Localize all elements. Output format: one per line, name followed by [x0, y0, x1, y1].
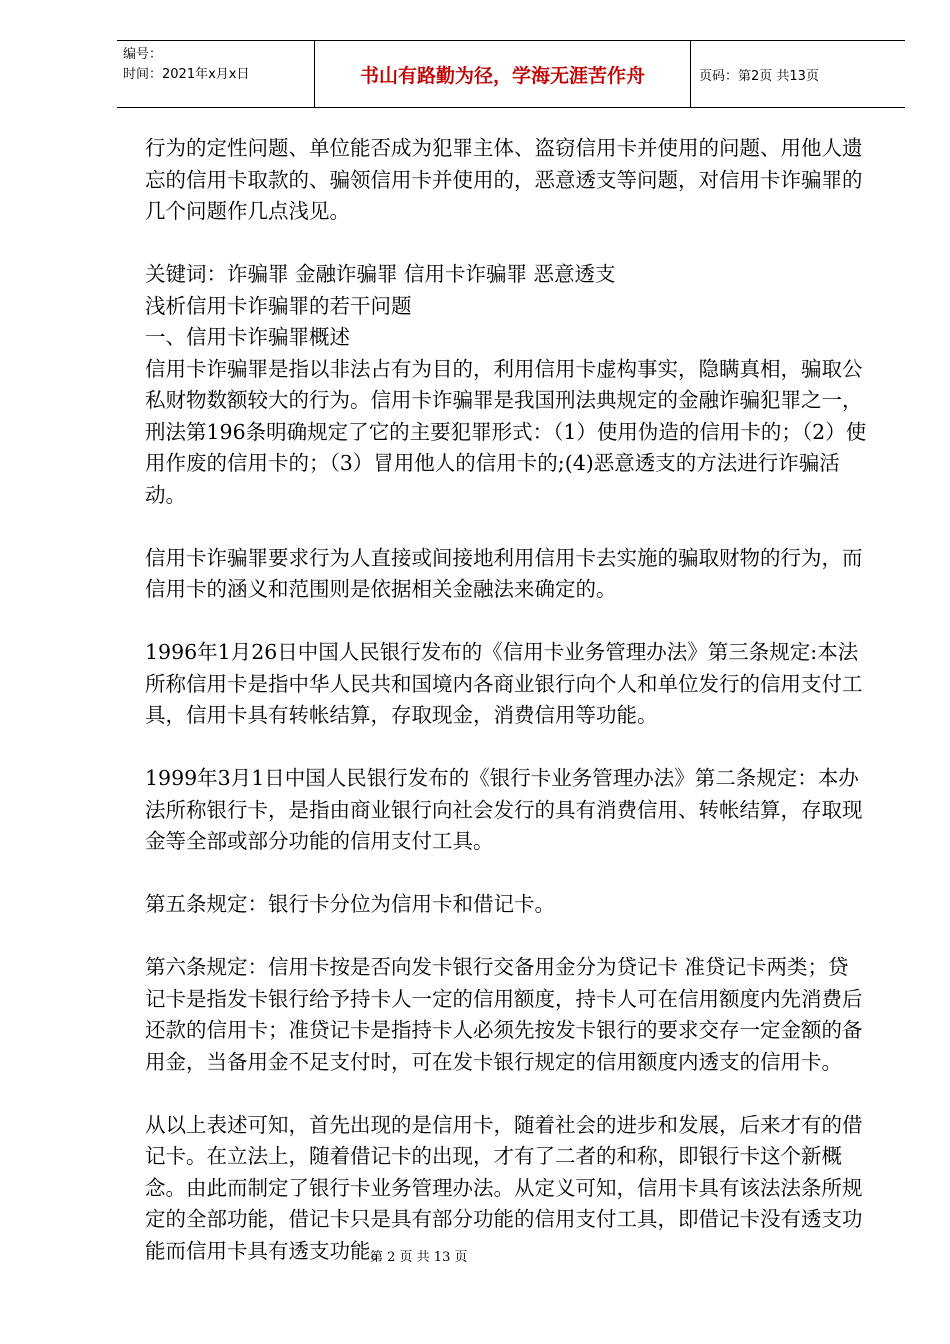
header-meta	[117, 41, 315, 107]
section-heading: 一、信用卡诈骗罪概述	[145, 325, 350, 349]
paragraph: 1999年3月1日中国人民银行发布的《银行卡业务管理办法》第二条规定：本办法所称银行卡，是指由商业银行向社会发行的具有消费信用、转帐结算，存取现金等全部或部分功能的信用支付工具。	[145, 766, 863, 853]
article-title: 浅析信用卡诈骗罪的若干问题	[145, 293, 412, 318]
page-header	[117, 40, 905, 108]
header-page-info: 页码：第2页 共13页	[699, 68, 819, 84]
document-number-label: 编号：	[123, 47, 163, 62]
document-body	[145, 133, 867, 1267]
keywords-line: 关键词：诈骗罪 金融诈骗罪 信用卡诈骗罪 恶意透支	[145, 262, 616, 286]
paragraph-gap	[145, 858, 867, 890]
paragraph-gap	[145, 606, 867, 638]
header-motto: 书山有路勤为径，学海无涯苦作舟	[315, 41, 691, 107]
paragraph: 第五条规定：银行卡分位为信用卡和借记卡。	[145, 892, 555, 916]
document-time-label: 时间：2021年x月x日	[123, 67, 250, 82]
page-footer: 第 2 页 共 13 页	[370, 1250, 468, 1265]
paragraph-gap	[145, 228, 867, 260]
paragraph-gap	[145, 1078, 867, 1110]
paragraph-gap	[145, 511, 867, 543]
paragraph: 信用卡诈骗罪是指以非法占有为目的，利用信用卡虚构事实，隐瞒真相，骗取公私财物数额较大的行为。信用卡诈骗罪是我国刑法典规定的金融诈骗犯罪之一，刑法第196条明确规定了它的主要犯罪形式：（1）使用伪造的信用卡的；（2）使用作废的信用卡的；（3）冒用他人的信用卡的;(4)恶意透支的方法进行诈骗活动。	[145, 356, 867, 507]
paragraph: 从以上表述可知，首先出现的是信用卡，随着社会的进步和发展，后来才有的借记卡。在立法上，随着借记卡的出现，才有了二者的和称，即银行卡这个新概念。由此而制定了银行卡业务管理办法。从定义可知，信用卡具有该法法条所规定的全部功能，借记卡只是具有部分功能的信用支付工具，即借记卡没有透支功能而信用卡具有透支功能。	[145, 1112, 863, 1263]
paragraph: 行为的定性问题、单位能否成为犯罪主体、盗窃信用卡并使用的问题、用他人遗忘的信用卡取款的、骗领信用卡并使用的，恶意透支等问题，对信用卡诈骗罪的几个问题作几点浅见。	[145, 136, 863, 223]
paragraph: 信用卡诈骗罪要求行为人直接或间接地利用信用卡去实施的骗取财物的行为，而信用卡的涵义和范围则是依据相关金融法来确定的。	[145, 545, 863, 601]
paragraph: 1996年1月26日中国人民银行发布的《信用卡业务管理办法》第三条规定:本法所称信用卡是指中华人民共和国境内各商业银行向个人和单位发行的信用支付工具，信用卡具有转帐结算，存取现金，消费信用等功能。	[145, 640, 863, 727]
paragraph-gap	[145, 921, 867, 953]
paragraph: 第六条规定：信用卡按是否向发卡银行交备用金分为贷记卡 准贷记卡两类；贷记卡是指发卡银行给予持卡人一定的信用额度，持卡人可在信用额度内先消费后还款的信用卡；准贷记卡是指持卡人必须先按发卡银行的要求交存一定金额的备用金，当备用金不足支付时，可在发卡银行规定的信用额度内透支的信用卡。	[145, 955, 863, 1074]
paragraph-gap	[145, 732, 867, 764]
